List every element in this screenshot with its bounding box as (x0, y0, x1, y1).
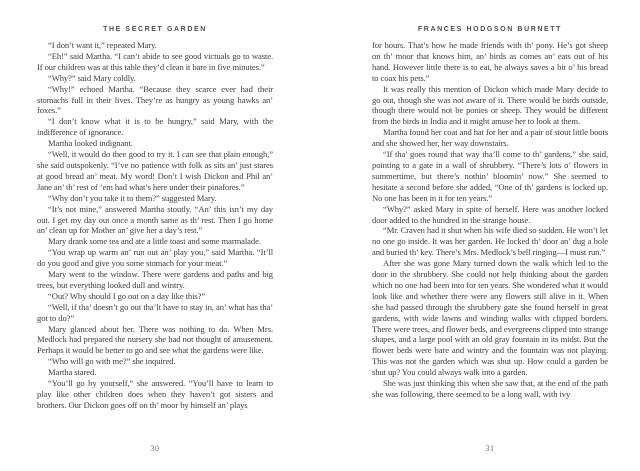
paragraph: “It’s not mine,” answered Martha stoutly. “An’ this isn’t my day out. I get my day out once a month same as th’ rest. Then I go home an’ clean up for Mother an’ give her a day’s rest.” (37, 203, 273, 236)
paragraph: She was just thinking this when she saw that, at the end of the path she was following, there seemed to be a long wall, with ivy (372, 378, 608, 399)
paragraph: “If tha’ goes round that way tha’ll come to th’ gardens,” she said, pointing to a gate in a wall of shrubbery. “There’s lots o’ flowers in summertime, but there’s nothin’ bloomin’ now.” She seemed to hesitate a second before she added, “One of th’ gardens is locked up. No one has been in it for ten years.” (372, 149, 608, 203)
paragraph: “I don’t know what it is to be hungry,” said Mary, with the indifference of ignorance. (37, 116, 273, 138)
page-number-right: 31 (485, 444, 495, 453)
paragraph: “Out? Why should I go out on a day like this?” (48, 290, 206, 301)
paragraph: for hours. That’s how he made friends with th’ pony. He’s got sheep on th’ moor that knows him, an’ birds as comes an’ eats out of his hand. However little there is to eat, he always saves a bit o’ his bread to coax his pets.” (372, 40, 608, 83)
paragraph: “I don’t want it,” repeated Mary. (48, 40, 157, 50)
paragraph: Mary glanced about her. There was nothing to do. When Mrs. Medlock had prepared the nursery she had not thought of amusement. Perhaps it would be better to go and see what the gardens were like. (37, 323, 273, 356)
paragraph: “Who will go with me?” she inquired. (48, 356, 176, 367)
paragraph: “Why?” asked Mary in spite of herself. Here was another locked door added to the hundred in the strange house. (372, 203, 608, 225)
paragraph: It was really this mention of Dickon which made Mary decide to go out, though she was not aware of it. There would be birds outside, though there would not be ponies or sheep. They would be different from the birds in India and it might amuse her to look at them. (372, 83, 608, 127)
page-right (372, 0, 608, 471)
paragraph: After she was gone Mary turned down the walk which led to the door in the shrubbery. She could not help thinking about the garden which no one had been into for ten years. She wondered what it would look like and whether there were any flowers still alive in it. When she had passed through the shrubbery gate she found herself in great gardens, with wide lawns and winding walks with clipped borders. There were trees, and flower beds, and evergreens clipped into strange shapes, and a large pool with an old gray fountain in its midst. But the flower beds were bare and wintry and the fountain was not playing. This was not the garden which was shut up. How could a garden be shut up? You could always walk into a garden. (372, 258, 608, 378)
page-body-left (37, 40, 273, 411)
paragraph: “Mr. Craven had it shut when his wife died so sudden. He won’t let no one go inside. It was her garden. He locked th’ door an’ dug a hole and buried th’ key. There’s Mrs. Medlock’s bell ringing—I must run.” (372, 225, 608, 258)
paragraph: Martha stared. (48, 367, 97, 378)
paragraph: “Why?” said Mary coldly. (48, 72, 136, 83)
paragraph: Martha found her coat and hat for her and a pair of stout little boots and she showed her, her way downstairs. (372, 127, 608, 149)
paragraph: “Why don’t you take it to them?” suggested Mary. (48, 192, 217, 203)
paragraph: Mary went to the window. There were gardens and paths and big trees, but everything looked dull and wintry. (37, 269, 273, 290)
paragraph: Mary drank some tea and ate a little toast and some marmalade. (48, 236, 261, 247)
paragraph: Martha looked indignant. (48, 138, 133, 149)
paragraph: “Eh!” said Martha. “I can’t abide to see good victuals go to waste. If our children was at this table they’d clean it bare in five minutes.” (37, 50, 273, 72)
page-body-right (372, 40, 608, 400)
paragraph: “You’ll go by yourself,” she answered. “You’ll have to learn to play like other children does when they haven’t got sisters and brothers. Our Dickon goes off on th’ moor by himself an’ plays (37, 378, 273, 410)
paragraph: “Well, if tha’ doesn’t go out tha’lt have to stay in, an’ what has tha’ got to do?” (37, 301, 273, 323)
paragraph: “Well, it would do thee good to try it. I can see that plain enough,” she said outspokenly. “I’ve no patience with folk as sits an’ just stares at good bread an’ meat. My word! Don’t I wish Dickon and Phil an’ Jane an’ th’ rest of ’em had what’s here under their pinafores.” (37, 149, 273, 192)
running-head-author-name: FRANCES HODGSON BURNETT (417, 26, 563, 33)
paragraph: “You wrap up warm an’ run out an’ play you,” said Martha. “It’ll do you good and give you some stomach for your meat.” (37, 247, 273, 269)
paragraph: “Why!” echoed Martha. “Because they scarce ever had their stomachs full in their lives. They’re as hungry as young hawks an’ foxes.” (37, 83, 273, 116)
page-left (37, 0, 273, 471)
running-head-book-title: THE SECRET GARDEN (103, 26, 207, 33)
page-number-left: 30 (150, 444, 160, 453)
